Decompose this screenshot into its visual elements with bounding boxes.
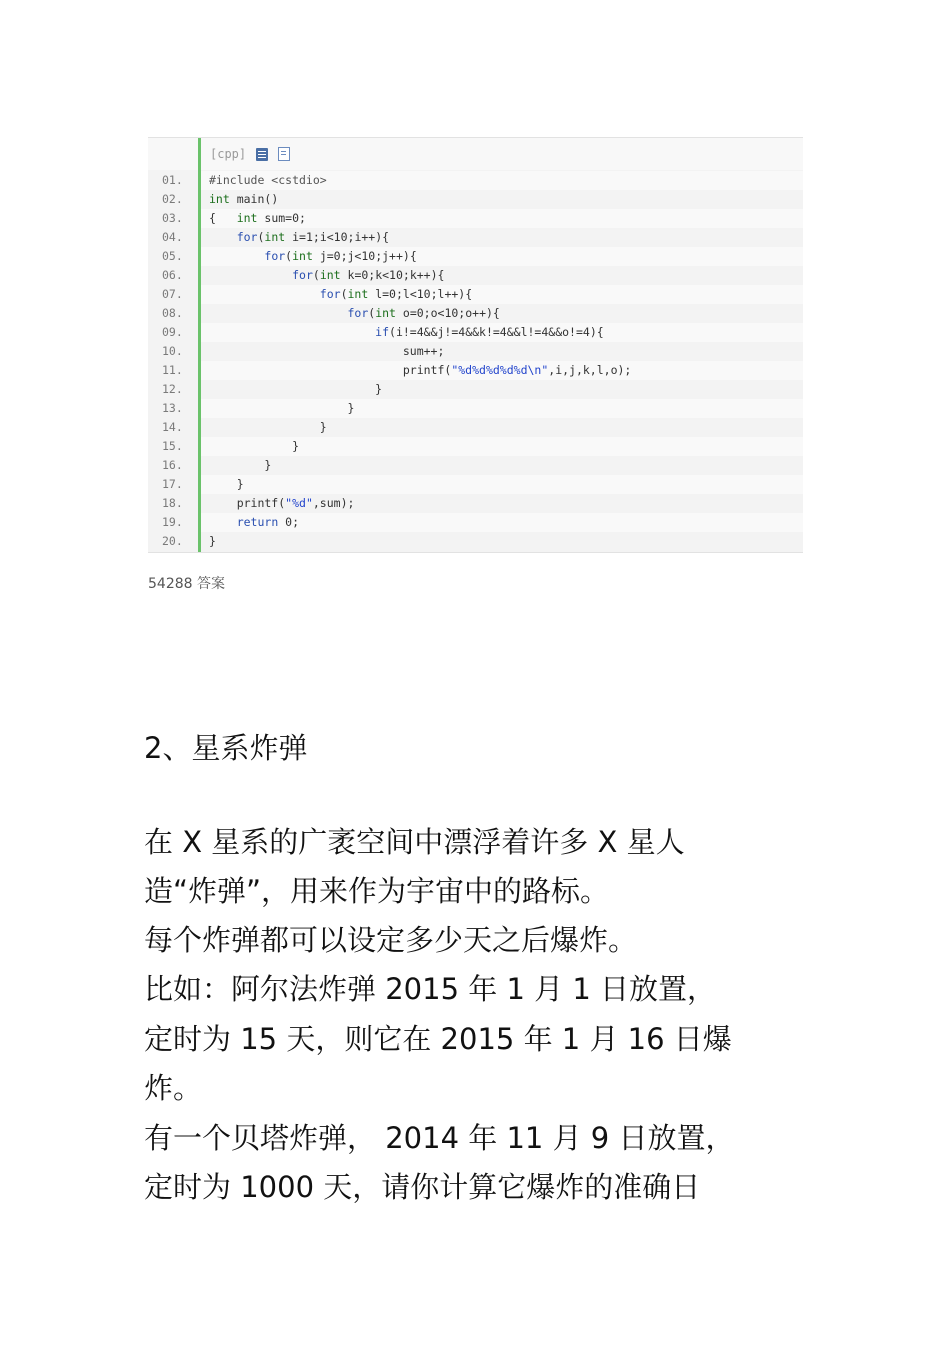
code-text: } [209, 420, 327, 434]
line-number: 15. [162, 439, 183, 453]
code-text: } [209, 534, 216, 548]
code-line [148, 171, 803, 190]
line-number: 18. [162, 496, 183, 510]
section-heading: 2、星系炸弹 [144, 731, 308, 765]
code-line [148, 456, 803, 475]
code-line [148, 532, 803, 551]
paragraph-line: 造“炸弹”，用来作为宇宙中的路标。 [144, 874, 610, 908]
code-line [148, 475, 803, 494]
code-line [148, 399, 803, 418]
code-line [148, 437, 803, 456]
line-number: 04. [162, 230, 183, 244]
paragraph-line: 每个炸弹都可以设定多少天之后爆炸。 [144, 923, 638, 957]
code-line [148, 380, 803, 399]
code-line [148, 513, 803, 532]
code-text: for(int l=0;l<10;l++){ [201, 285, 803, 304]
line-number: 17. [162, 477, 183, 491]
code-text: } [209, 458, 272, 472]
line-number: 08. [162, 306, 183, 320]
code-line [148, 228, 803, 247]
code-line [148, 361, 803, 380]
code-line [148, 323, 803, 342]
copy-icon[interactable] [278, 147, 290, 161]
view-source-icon[interactable] [256, 148, 268, 161]
code-text: for(int i=1;i<10;i++){ [236, 230, 390, 244]
line-number: 01. [162, 173, 183, 187]
code-text: for(int k=0;k<10;k++){ [292, 268, 445, 282]
paragraph-line: 炸。 [144, 1071, 203, 1105]
code-text: printf("%d",sum); [209, 496, 355, 510]
code-line [148, 494, 803, 513]
line-number: 05. [162, 249, 183, 263]
code-text: return 0; [201, 513, 803, 532]
code-text: sum++; [209, 344, 445, 358]
paragraph-line: 定时为 1000 天，请你计算它爆炸的准确日 [144, 1170, 701, 1204]
language-tag: [cpp] [210, 147, 247, 161]
code-line [148, 418, 803, 437]
code-text: } [201, 437, 803, 456]
line-number: 12. [162, 382, 183, 396]
code-block [148, 137, 803, 553]
code-text: if(i!=4&&j!=4&&k!=4&&l!=4&&o!=4){ [201, 323, 803, 342]
code-line [148, 342, 803, 361]
line-number: 09. [162, 325, 183, 339]
code-line [148, 209, 803, 228]
code-lines [148, 171, 803, 551]
code-line [148, 285, 803, 304]
code-text: } [201, 399, 803, 418]
code-text: } [201, 475, 803, 494]
line-number: 07. [162, 287, 183, 301]
line-number: 14. [162, 420, 183, 434]
answer-caption: 54288 答案 [148, 576, 225, 592]
paragraph-line: 在 X 星系的广袤空间中漂浮着许多 X 星人 [144, 825, 685, 859]
line-number: 20. [162, 534, 183, 548]
code-text: { int sum=0; [201, 209, 803, 228]
line-number: 13. [162, 401, 183, 415]
code-text: printf("%d%d%d%d%d\n",i,j,k,l,o); [201, 361, 803, 380]
code-toolbar [148, 138, 803, 170]
paragraph-line: 定时为 15 天，则它在 2015 年 1 月 16 日爆 [144, 1022, 732, 1056]
paragraph-line: 比如：阿尔法炸弹 2015 年 1 月 1 日放置， [144, 972, 717, 1006]
paragraph-line: 有一个贝塔炸弹， 2014 年 11 月 9 日放置， [144, 1121, 735, 1155]
code-text: for(int o=0;o<10;o++){ [347, 306, 500, 320]
line-number: 16. [162, 458, 183, 472]
code-line [148, 247, 803, 266]
code-line [148, 266, 803, 285]
line-number: 11. [162, 363, 183, 377]
code-text: int main() [209, 192, 279, 206]
code-text: #include <cstdio> [201, 171, 803, 190]
line-number: 19. [162, 515, 183, 529]
line-number: 10. [162, 344, 183, 358]
line-number: 03. [162, 211, 183, 225]
line-number: 02. [162, 192, 183, 206]
line-number: 06. [162, 268, 183, 282]
code-line [148, 304, 803, 323]
code-line [148, 190, 803, 209]
code-text: for(int j=0;j<10;j++){ [201, 247, 803, 266]
code-text: } [209, 382, 383, 396]
